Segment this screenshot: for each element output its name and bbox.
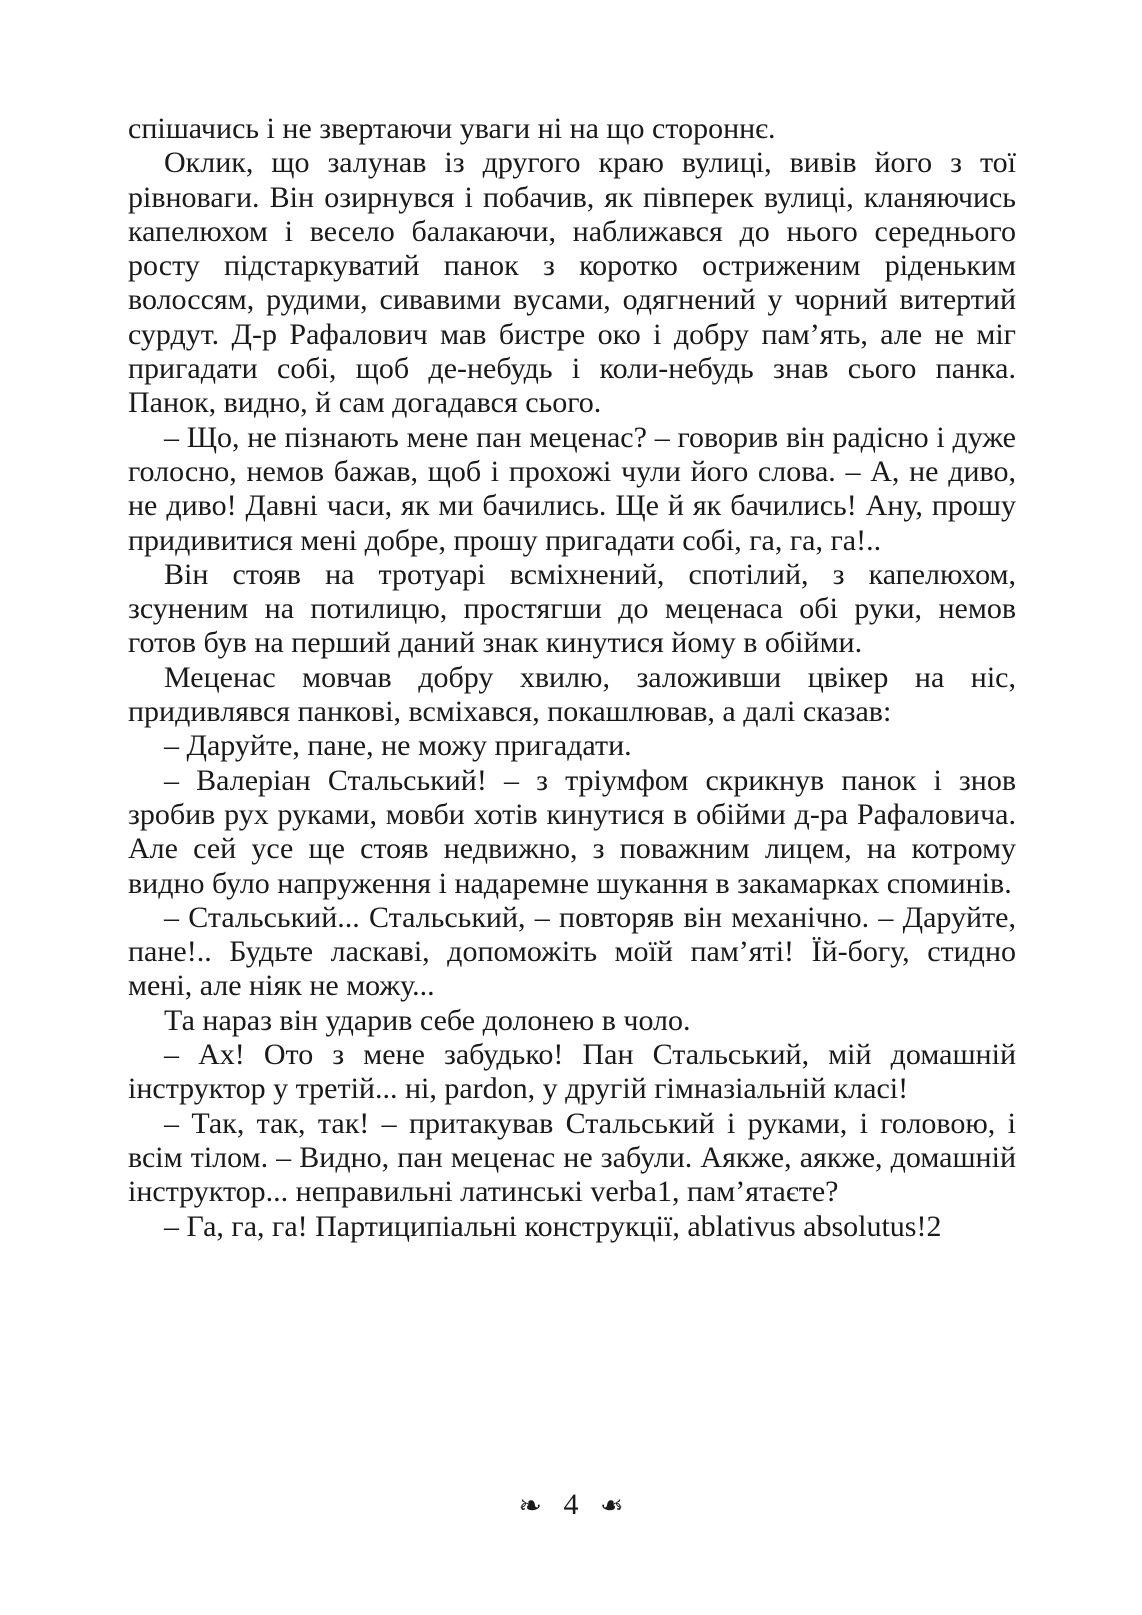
fleuron-right-icon: ❧ bbox=[600, 1491, 624, 1523]
paragraph-continuation: спішачись і не звертаючи уваги ні на що стороннє. bbox=[128, 112, 776, 145]
dialogue-line: – Ах! Ото з мене забудько! Пан Стальський, мій домашній інструктор у третій... ні, pardon, у другій гімназіальній класі! bbox=[128, 1038, 1016, 1106]
fleuron-left-icon: ❧ bbox=[518, 1491, 542, 1523]
dialogue-line: – Що, не пізнають мене пан меценас? – говорив він радісно і дуже голосно, немов бажав, щоб і прохожі чули його слова. – А, не диво, не диво! Давні часи, як ми бачились. Ще й як бачились! Ану, прошу придивитися мені добре, прошу пригадати собі, га, га, га!.. bbox=[128, 420, 1016, 557]
page-number: 4 bbox=[563, 1488, 579, 1521]
page-footer bbox=[0, 1488, 1142, 1524]
dialogue-line: – Так, так, так! – притакував Стальський і руками, і головою, і всім тілом. – Видно, пан меценас не забули. Аякже, аякже, домашній інструктор... неправильні латинські verba1, пам’ятаєте? bbox=[128, 1106, 1016, 1209]
paragraph: Меценас мовчав добру хвилю, заложивши цвікер на ніс, придивлявся панкові, всміхався, покашлював, а далі сказав: bbox=[128, 660, 1016, 729]
dialogue-line: – Даруйте, пане, не можу пригадати. bbox=[164, 729, 632, 763]
paragraph: Оклик, що залунав із другого краю вулиці, вивів його з тої рівноваги. Він озирнувся і побачив, як півперек вулиці, кланяючись капелюхом і весело балакаючи, наближався до нього середнього росту підстаркуватий панок з коротко остриженим ріденьким волоссям, рудими, сивавими вусами, одягнений у чорний витертий сурдут. Д-р Рафалович мав бистре око і добру пам’ять, але не міг пригадати собі, щоб де-небудь і коли-небудь знав сього панка. Панок, видно, й сам догадався сього. bbox=[128, 146, 1016, 420]
paragraph: Та нараз він ударив себе долонею в чоло. bbox=[164, 1003, 691, 1037]
dialogue-line: – Га, га, га! Партиципіальні конструкції, ablativus absolutus!2 bbox=[164, 1209, 942, 1243]
paragraph: Він стояв на тротуарі всміхнений, спотілий, з капелюхом, зсуненим на потилицю, простягши до меценаса обі руки, немов готов був на перший даний знак кинутися йому в обійми. bbox=[128, 557, 1016, 660]
page-body bbox=[128, 112, 1016, 1244]
dialogue-line: – Стальський... Стальський, – повторяв він механічно. – Даруйте, пане!.. Будьте ласкаві, допоможіть моїй пам’яті! Їй-богу, стидно мені, але ніяк не можу... bbox=[128, 900, 1016, 1003]
dialogue-line: – Валеріан Стальський! – з тріумфом скрикнув панок і знов зробив рух руками, мовби хотів кинутися в обійми д-ра Рафаловича. Але сей усе ще стояв недвижно, з поважним лицем, на котрому видно було напруження і надаремне шукання в закамарках споминів. bbox=[128, 763, 1016, 900]
